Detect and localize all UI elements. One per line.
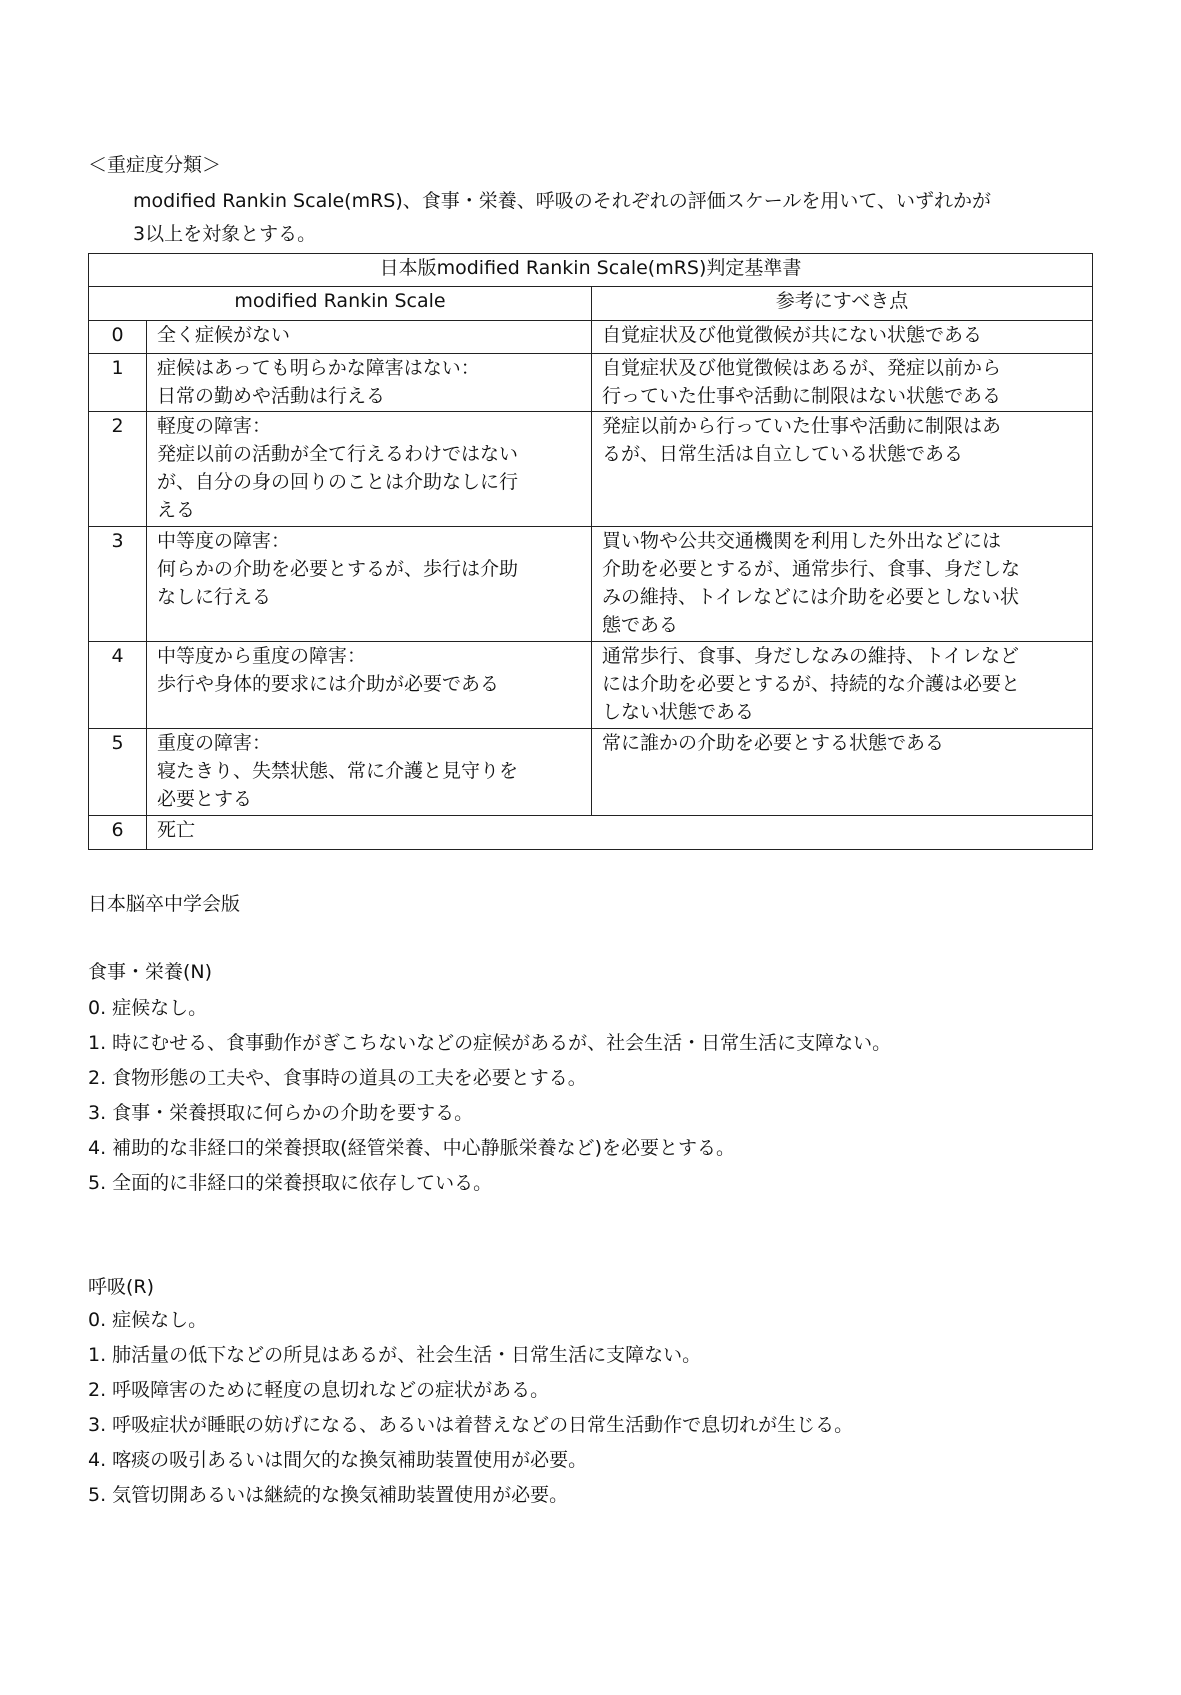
nutrition-item: 0. 症候なし。 <box>88 997 208 1019</box>
grade: 3 <box>89 527 147 642</box>
grade: 6 <box>89 816 147 850</box>
respiration-item: 3. 呼吸症状が睡眠の妨げになる、あるいは着替えなどの日常生活動作で息切れが生じる。 <box>88 1414 854 1436</box>
respiration-item: 1. 肺活量の低下などの所見はあるが、社会生活・日常生活に支障ない。 <box>88 1344 702 1366</box>
intro-line-1: modified Rankin Scale(mRS)、食事・栄養、呼吸のそれぞれの評価スケールを用いて、いずれかが <box>133 190 992 212</box>
grade: 1 <box>89 354 147 412</box>
respiration-item: 5. 気管切開あるいは継続的な換気補助装置使用が必要。 <box>88 1484 569 1506</box>
column-header-notes: 参考にすべき点 <box>592 287 1093 321</box>
scale-description: 症候はあっても明らかな障害はない： 日常の勤めや活動は行える <box>147 354 592 412</box>
table-row <box>89 412 1093 527</box>
table-row <box>89 354 1093 412</box>
respiration-item: 2. 呼吸障害のために軽度の息切れなどの症状がある。 <box>88 1379 550 1401</box>
table-row <box>89 527 1093 642</box>
table-row <box>89 321 1093 354</box>
intro-line-2: 3以上を対象とする。 <box>133 223 317 245</box>
scale-description: 軽度の障害： 発症以前の活動が全て行えるわけではない が、自分の身の回りのことは介助なしに行 える <box>147 412 592 527</box>
grade: 2 <box>89 412 147 527</box>
table-row <box>89 816 1093 850</box>
grade: 5 <box>89 729 147 816</box>
nutrition-item: 1. 時にむせる、食事動作がぎこちないなどの症候があるが、社会生活・日常生活に支障ない。 <box>88 1032 892 1054</box>
mrs-table <box>88 253 1093 850</box>
grade: 4 <box>89 642 147 729</box>
reference-note: 発症以前から行っていた仕事や活動に制限はあ るが、日常生活は自立している状態である <box>592 412 1093 527</box>
respiration-title: 呼吸(R) <box>88 1276 155 1298</box>
reference-note: 自覚症状及び他覚徴候はあるが、発症以前から 行っていた仕事や活動に制限はない状態である <box>592 354 1093 412</box>
respiration-item: 0. 症候なし。 <box>88 1309 208 1331</box>
reference-note: 自覚症状及び他覚徴候が共にない状態である <box>592 321 1093 354</box>
nutrition-item: 5. 全面的に非経口的栄養摂取に依存している。 <box>88 1172 493 1194</box>
section-heading: ＜重症度分類＞ <box>88 154 222 176</box>
respiration-item: 4. 喀痰の吸引あるいは間欠的な換気補助装置使用が必要。 <box>88 1449 588 1471</box>
grade: 0 <box>89 321 147 354</box>
scale-description: 中等度から重度の障害： 歩行や身体的要求には介助が必要である <box>147 642 592 729</box>
column-header-scale: modified Rankin Scale <box>89 287 592 321</box>
nutrition-item: 2. 食物形態の工夫や、食事時の道具の工夫を必要とする。 <box>88 1067 587 1089</box>
nutrition-item: 3. 食事・栄養摂取に何らかの介助を要する。 <box>88 1102 474 1124</box>
source-label: 日本脳卒中学会版 <box>88 893 241 915</box>
reference-note: 買い物や公共交通機関を利用した外出などには 介助を必要とするが、通常歩行、食事、身だしな みの維持、トイレなどには介助を必要としない状 態である <box>592 527 1093 642</box>
table-row <box>89 729 1093 816</box>
nutrition-title: 食事・栄養(N) <box>88 961 213 983</box>
nutrition-item: 4. 補助的な非経口的栄養摂取(経管栄養、中心静脈栄養など)を必要とする。 <box>88 1137 735 1159</box>
scale-description: 重度の障害： 寝たきり、失禁状態、常に介護と見守りを 必要とする <box>147 729 592 816</box>
reference-note: 通常歩行、食事、身だしなみの維持、トイレなど には介助を必要とするが、持続的な介護は必要と しない状態である <box>592 642 1093 729</box>
table-title: 日本版modified Rankin Scale(mRS)判定基準書 <box>89 254 1093 287</box>
scale-description: 全く症候がない <box>147 321 592 354</box>
scale-description: 中等度の障害： 何らかの介助を必要とするが、歩行は介助 なしに行える <box>147 527 592 642</box>
scale-description: 死亡 <box>147 816 1093 850</box>
table-row <box>89 642 1093 729</box>
reference-note: 常に誰かの介助を必要とする状態である <box>592 729 1093 816</box>
